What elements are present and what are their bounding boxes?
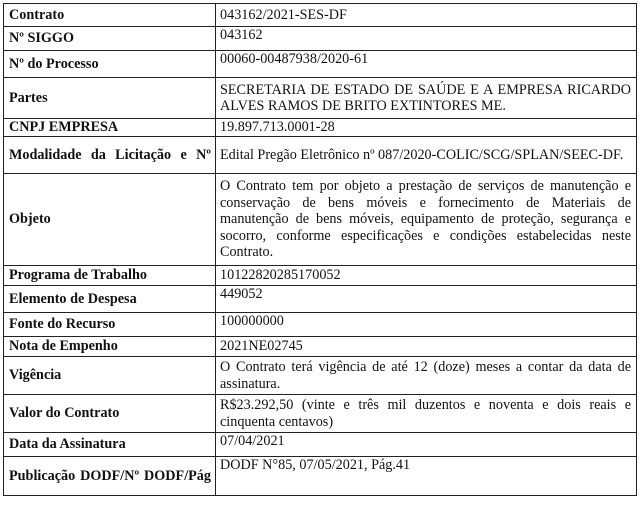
contract-summary-table: [3, 3, 637, 496]
table-row: [4, 266, 637, 286]
row-value: DODF N°85, 07/05/2021, Pág.41: [216, 457, 637, 496]
row-value: 043162/2021-SES-DF: [216, 4, 637, 27]
row-label: Data da Assinatura: [4, 433, 216, 457]
row-value: 449052: [216, 286, 637, 313]
row-label: [4, 137, 216, 174]
row-value: 043162: [216, 27, 637, 51]
row-label: Partes: [4, 78, 216, 119]
row-label-text: Modalidade da Licitação e Nº: [9, 146, 211, 163]
row-label: Programa de Trabalho: [4, 266, 216, 286]
row-label: [4, 457, 216, 496]
table-row: [4, 119, 637, 137]
row-label: Nº SIGGO: [4, 27, 216, 51]
row-label: Vigência: [4, 357, 216, 395]
row-label: CNPJ EMPRESA: [4, 119, 216, 137]
row-label: Elemento de Despesa: [4, 286, 216, 313]
table-row: [4, 286, 637, 313]
row-value: Edital Pregão Eletrônico nº 087/2020-COLIC/SCG/SPLAN/SEEC-DF.: [216, 137, 637, 174]
table-row: [4, 395, 637, 433]
row-label: Nota de Empenho: [4, 337, 216, 357]
table-row: [4, 137, 637, 174]
table-row: [4, 27, 637, 51]
table-row: [4, 357, 637, 395]
table-row: [4, 313, 637, 337]
table-row: [4, 433, 637, 457]
row-value: 2021NE02745: [216, 337, 637, 357]
table-row: [4, 337, 637, 357]
table-row: [4, 457, 637, 496]
row-value: 07/04/2021: [216, 433, 637, 457]
row-label: Nº do Processo: [4, 51, 216, 78]
row-label-text: Publicação DODF/Nº DODF/Pág: [9, 467, 211, 484]
table-row: [4, 78, 637, 119]
row-value: 100000000: [216, 313, 637, 337]
row-value: SECRETARIA DE ESTADO DE SAÚDE E A EMPRESA RICARDO ALVES RAMOS DE BRITO EXTINTORES ME.: [216, 78, 637, 119]
row-value: O Contrato terá vigência de até 12 (doze) meses a contar da data de assinatura.: [216, 357, 637, 395]
row-value: 10122820285170052: [216, 266, 637, 286]
row-label: Objeto: [4, 174, 216, 266]
row-value: 00060-00487938/2020-61: [216, 51, 637, 78]
row-label: Valor do Contrato: [4, 395, 216, 433]
row-label: Fonte do Recurso: [4, 313, 216, 337]
table-row: [4, 51, 637, 78]
table-row: [4, 174, 637, 266]
row-label: Contrato: [4, 4, 216, 27]
table-row: [4, 4, 637, 27]
row-value: O Contrato tem por objeto a prestação de serviços de manutenção e conservação de bens móveis e fornecimento de Materiais de manutenção de bens móveis, equipamento de proteção, segurança e socorro, conforme especificações e condições estabelecidas neste Contrato.: [216, 174, 637, 266]
row-value: R$23.292,50 (vinte e três mil duzentos e noventa e dois reais e cinquenta centavos): [216, 395, 637, 433]
row-value: 19.897.713.0001-28: [216, 119, 637, 137]
